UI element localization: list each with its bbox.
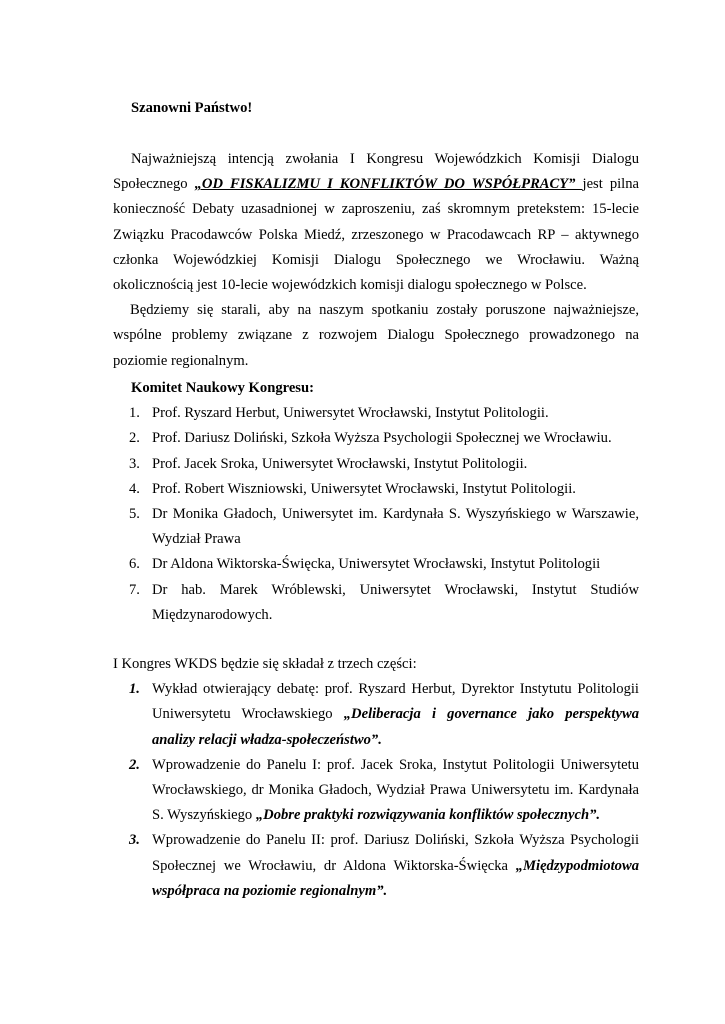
list-item-text: Prof. Dariusz Doliński, Szkoła Wyższa Psychologii Społecznej we Wrocławiu.	[152, 430, 612, 447]
list-item	[113, 552, 639, 577]
list-item	[113, 753, 639, 829]
list-item-text: Prof. Robert Wiszniowski, Uniwersytet Wrocławski, Instytut Politologii.	[152, 480, 576, 497]
list-item	[113, 502, 639, 552]
list-item-number: 6.	[129, 556, 140, 573]
list-item-number: 1.	[129, 681, 140, 698]
congress-title: „OD FISKALIZMU I KONFLIKTÓW DO WSPÓŁPRACY”	[194, 176, 583, 193]
list-item-text: Dr hab. Marek Wróblewski, Uniwersytet Wrocławski, Instytut Studiów Międzynarodowych.	[152, 581, 639, 623]
list-item-number: 1.	[129, 405, 140, 422]
intro-section	[113, 147, 639, 374]
congress-parts-heading: I Kongres WKDS będzie się składał z trzech części:	[113, 656, 417, 672]
list-item	[113, 677, 639, 753]
list-item-text: Prof. Jacek Sroka, Uniwersytet Wrocławski, Instytut Politologii.	[152, 455, 528, 472]
list-item-text: Dr Monika Gładoch, Uniwersytet im. Kardynała S. Wyszyńskiego w Warszawie, Wydział Prawa	[152, 506, 639, 548]
scientific-committee	[113, 376, 639, 628]
list-item-number: 3.	[129, 455, 140, 472]
lecture-title: „Deliberacja i governance jako perspektywa analizy relacji władza-społeczeństwo”.	[152, 706, 639, 748]
list-item-text: Wprowadzenie do Panelu I: prof. Jacek Sroka, Instytut Politologii Uniwersytetu Wrocławskiego, dr Monika Gładoch, Wydział Prawa Uniwersytetu im. Kardynała S. Wyszyńskiego	[152, 756, 639, 824]
list-item-number: 7.	[129, 581, 140, 598]
list-item-number: 3.	[129, 832, 140, 849]
committee-list	[113, 401, 639, 628]
list-item-number: 5.	[129, 506, 140, 523]
list-item-number: 4.	[129, 480, 140, 497]
intro-paragraph-1	[113, 147, 639, 298]
intro-p1-start: Najważniejszą intencją zwołania I Kongresu Wojewódzkich Komisji Dialogu Społecznego	[113, 151, 639, 193]
list-item	[113, 452, 639, 477]
list-item	[113, 401, 639, 426]
list-item	[113, 477, 639, 502]
congress-parts-list	[113, 677, 639, 904]
greeting: Szanowni Państwo!	[131, 100, 253, 116]
list-item	[113, 426, 639, 451]
list-item-text: Wykład otwierający debatę: prof. Ryszard Herbut, Dyrektor Instytutu Politologii Uniwersytetu Wrocławskiego	[152, 681, 639, 723]
committee-heading: Komitet Naukowy Kongresu:	[131, 380, 314, 396]
list-item-text: Wprowadzenie do Panelu II: prof. Dariusz Doliński, Szkoła Wyższa Psychologii Społecznej we Wrocławiu, dr Aldona Wiktorska-Święcka	[152, 832, 639, 874]
list-item-text: Dr Aldona Wiktorska-Święcka, Uniwersytet Wrocławski, Instytut Politologii	[152, 556, 601, 573]
intro-p1-end: jest pilna konieczność Debaty uzasadnionej w zaproszeniu, zaś skromnym pretekstem: 15-lecie Związku Pracodawców Polska Miedź, zrzeszonego w Pracodawcach RP – aktywnego członka Wojewódzkiej Komisji Dialogu Społecznego we Wrocławiu. Ważną okolicznością jest 10-lecie wojewódzkich komisji dialogu społecznego w Polsce.	[113, 176, 639, 294]
panel-1-title: „Dobre praktyki rozwiązywania konfliktów społecznych”.	[255, 807, 601, 824]
list-item-number: 2.	[129, 756, 140, 773]
list-item	[113, 828, 639, 904]
list-item	[113, 578, 639, 628]
list-item-number: 2.	[129, 430, 140, 447]
list-item-text: Prof. Ryszard Herbut, Uniwersytet Wrocławski, Instytut Politologii.	[152, 405, 549, 422]
congress-parts	[113, 652, 639, 904]
panel-2-title: „Międzypodmiotowa współpraca na poziomie regionalnym”.	[152, 857, 639, 899]
intro-paragraph-2: Będziemy się starali, aby na naszym spotkaniu zostały poruszone najważniejsze, wspólne problemy związane z rozwojem Dialogu Społecznego prowadzonego na poziomie regionalnym.	[113, 302, 639, 369]
